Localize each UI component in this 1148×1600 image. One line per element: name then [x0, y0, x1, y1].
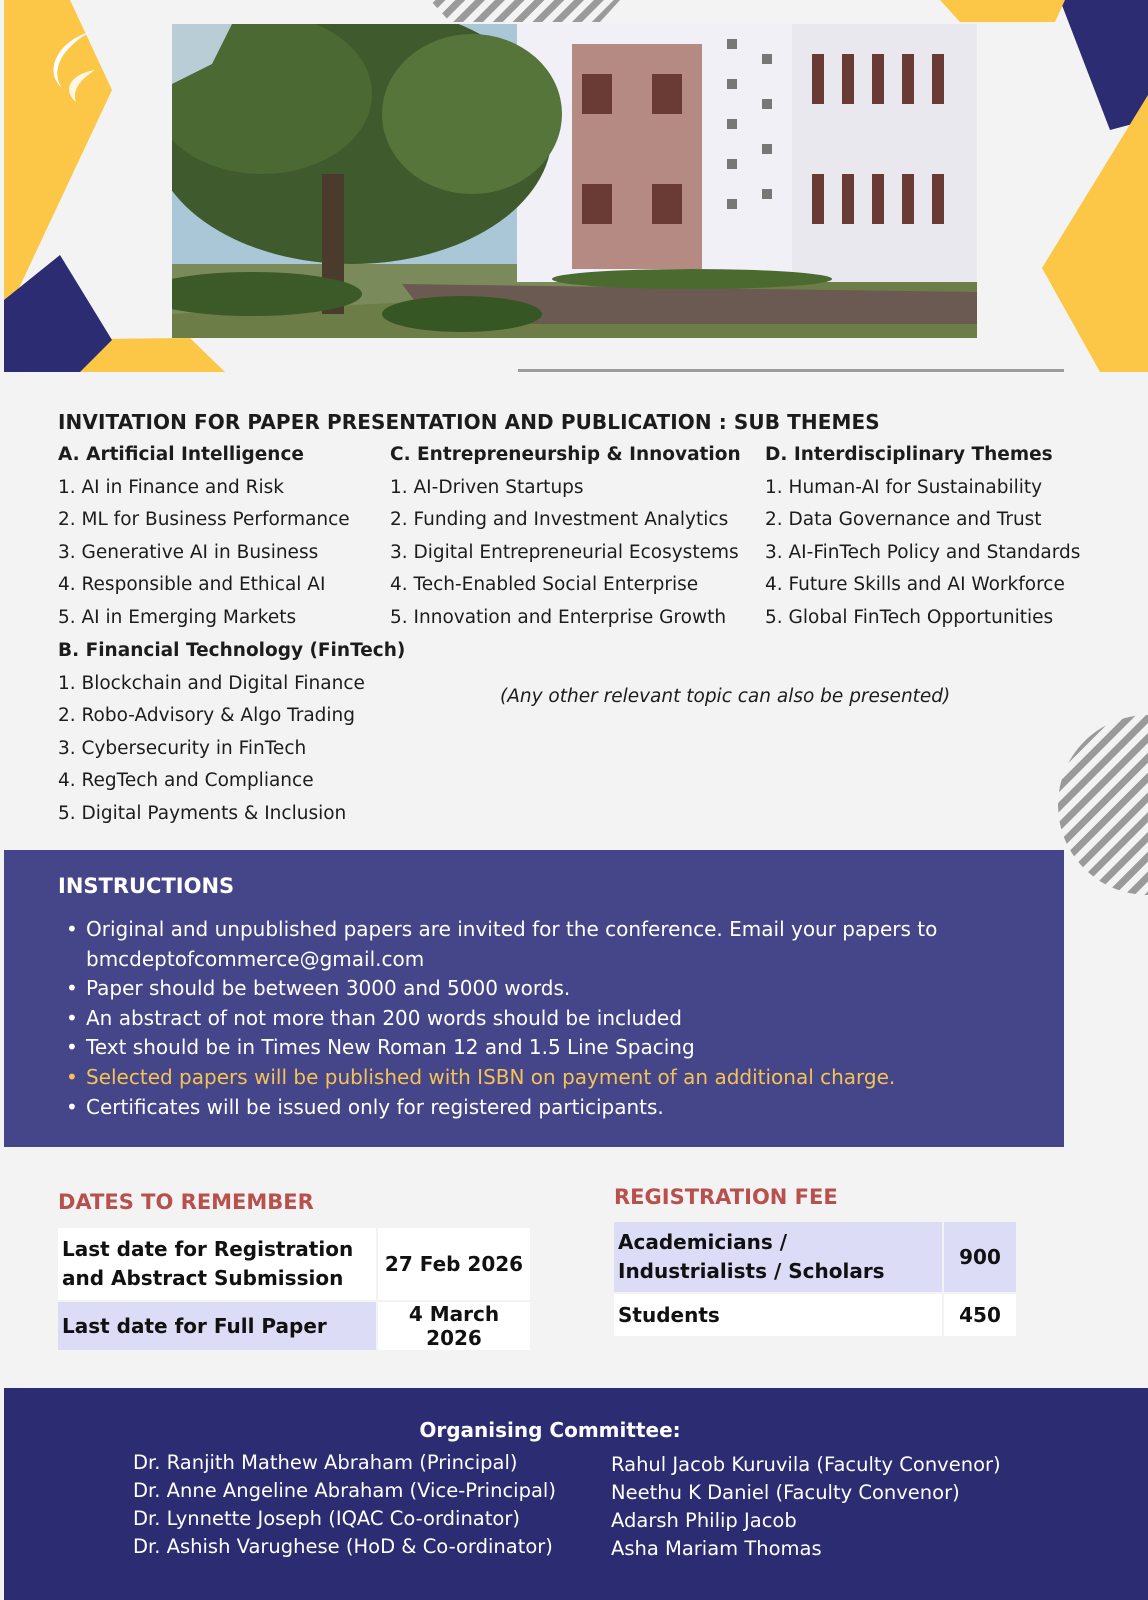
committee-member: Rahul Jacob Kuruvila (Faculty Convenor)	[611, 1453, 1001, 1476]
instruction-item: • Certificates will be issued only for registered participants.	[60, 1093, 937, 1123]
dates-table	[56, 1226, 532, 1352]
theme-d-item: 3. AI-FinTech Policy and Standards	[765, 542, 1081, 563]
committee-member: Dr. Anne Angeline Abraham (Vice-Principal)	[133, 1479, 556, 1502]
fee-label: Academicians / Industrialists / Scholars	[614, 1222, 942, 1292]
theme-a-title: A. Artificial Intelligence	[58, 444, 304, 465]
table-row	[58, 1302, 530, 1350]
right-stripe-circle	[1058, 715, 1148, 895]
dates-title: DATES TO REMEMBER	[58, 1190, 314, 1214]
fee-table	[612, 1220, 1018, 1338]
theme-a-item: 3. Generative AI in Business	[58, 542, 319, 563]
theme-c-item: 2. Funding and Investment Analytics	[390, 509, 729, 530]
table-row	[614, 1222, 1016, 1292]
other-topics-note: (Any other relevant topic can also be presented)	[500, 686, 951, 707]
instruction-item	[60, 915, 937, 974]
theme-d-item: 2. Data Governance and Trust	[765, 509, 1042, 530]
right-yellow-shape	[1042, 95, 1148, 372]
theme-d-title: D. Interdisciplinary Themes	[765, 444, 1053, 465]
theme-a-item: 4. Responsible and Ethical AI	[58, 574, 326, 595]
theme-b-item: 3. Cybersecurity in FinTech	[58, 738, 307, 759]
theme-b-title: B. Financial Technology (FinTech)	[58, 640, 406, 661]
top-stripes	[430, 0, 620, 22]
instruction-item: • An abstract of not more than 200 words should be included	[60, 1004, 937, 1034]
instruction-text: Original and unpublished papers are invited for the conference. Email your papers to	[86, 917, 938, 941]
table-row	[614, 1294, 1016, 1336]
committee-member: Asha Mariam Thomas	[611, 1537, 822, 1560]
theme-c-item: 1. AI-Driven Startups	[390, 477, 584, 498]
email-link[interactable]: bmcdeptofcommerce@gmail.com	[86, 946, 425, 971]
theme-b-item: 4. RegTech and Compliance	[58, 770, 314, 791]
committee-title: Organising Committee:	[419, 1418, 681, 1442]
theme-b-item: 1. Blockchain and Digital Finance	[58, 673, 365, 694]
theme-b-item: 2. Robo-Advisory & Algo Trading	[58, 705, 356, 726]
theme-a-item: 2. ML for Business Performance	[58, 509, 350, 530]
theme-c-item: 3. Digital Entrepreneurial Ecosystems	[390, 542, 739, 563]
date-label: Last date for Full Paper	[58, 1302, 376, 1350]
committee-member: Dr. Lynnette Joseph (IQAC Co-ordinator)	[133, 1507, 520, 1530]
theme-b-item: 5. Digital Payments & Inclusion	[58, 803, 347, 824]
theme-a-item: 1. AI in Finance and Risk	[58, 477, 284, 498]
committee-member: Neethu K Daniel (Faculty Convenor)	[611, 1481, 960, 1504]
table-row	[58, 1228, 530, 1300]
instruction-item-highlight: • Selected papers will be published with ISBN on payment of an additional charge.	[60, 1063, 937, 1093]
subthemes-heading: INVITATION FOR PAPER PRESENTATION AND PUBLICATION : SUB THEMES	[58, 410, 880, 434]
instruction-item: • Paper should be between 3000 and 5000 words.	[60, 974, 937, 1004]
campus-photo	[172, 24, 977, 338]
theme-d-item: 1. Human-AI for Sustainability	[765, 477, 1043, 498]
theme-d-item: 4. Future Skills and AI Workforce	[765, 574, 1065, 595]
fee-value: 900	[944, 1222, 1016, 1292]
theme-d-item: 5. Global FinTech Opportunities	[765, 607, 1054, 628]
instruction-item: • Text should be in Times New Roman 12 and 1.5 Line Spacing	[60, 1033, 937, 1063]
fee-title: REGISTRATION FEE	[614, 1185, 838, 1209]
right-navy-shape	[1060, 0, 1148, 130]
instructions-list	[60, 915, 937, 1122]
committee-member: Dr. Ranjith Mathew Abraham (Principal)	[133, 1451, 518, 1474]
date-label: Last date for Registration and Abstract Submission	[58, 1228, 376, 1300]
date-value: 4 March 2026	[378, 1302, 530, 1350]
committee-member: Adarsh Philip Jacob	[611, 1509, 797, 1532]
theme-a-item: 5. AI in Emerging Markets	[58, 607, 297, 628]
committee-member: Dr. Ashish Varughese (HoD & Co-ordinator)	[133, 1535, 553, 1558]
theme-c-title: C. Entrepreneurship & Innovation	[390, 444, 741, 465]
theme-c-item: 5. Innovation and Enterprise Growth	[390, 607, 727, 628]
fee-label: Students	[614, 1294, 942, 1336]
fee-value: 450	[944, 1294, 1016, 1336]
photo-divider	[518, 369, 1064, 372]
date-value: 27 Feb 2026	[378, 1228, 530, 1300]
instructions-title: INSTRUCTIONS	[58, 874, 235, 898]
theme-c-item: 4. Tech-Enabled Social Enterprise	[390, 574, 699, 595]
right-yellow-top	[940, 0, 1065, 22]
